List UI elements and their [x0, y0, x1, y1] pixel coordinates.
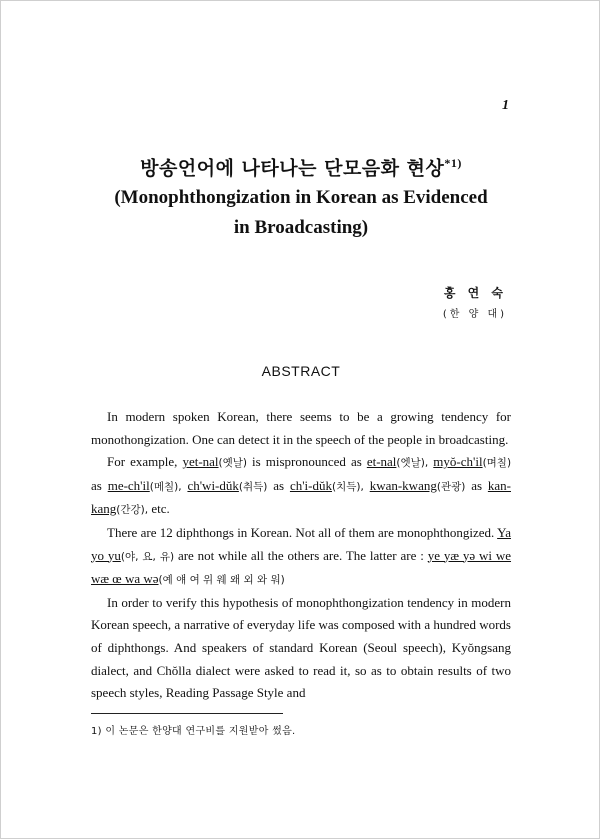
- example-word: ch'i-dŭk: [289, 477, 332, 493]
- example-korean: (취득): [238, 480, 268, 493]
- example-korean: (간강),: [116, 504, 149, 517]
- example-word: kan-kang: [91, 477, 511, 517]
- example-korean: (며칠): [482, 457, 512, 470]
- title-block: [61, 149, 541, 242]
- author-block: [443, 284, 507, 323]
- example-korean: (치득),: [332, 480, 364, 493]
- abstract-paragraph-3: [91, 522, 511, 592]
- diphthong-sentence: There are 12 diphthongs in Korean. Not all of them are monophthongized.: [107, 524, 495, 540]
- diphthong-sentence-continued: are not while all the others are. The latter are :: [174, 547, 428, 563]
- title-korean: [61, 149, 541, 182]
- author-affiliation: (한 양 대): [442, 309, 507, 320]
- example-word: kwan-kwang: [369, 477, 437, 493]
- abstract-paragraph-2: [91, 451, 511, 522]
- footnote-rule: [91, 713, 283, 714]
- example-tail: etc.: [148, 501, 170, 517]
- diphthong-list-unchanged-korean: (야, 요, 유): [120, 550, 175, 563]
- example-connector: as: [91, 477, 108, 493]
- abstract-heading: ABSTRACT: [261, 363, 341, 379]
- example-word: et-nal: [366, 454, 397, 470]
- footnote: 1) 이 논문은 한양대 연구비를 지원받아 썼음.: [91, 726, 296, 737]
- example-connector: is mispronounced as: [247, 454, 367, 470]
- example-korean: (메칠),: [149, 480, 182, 493]
- diphthong-list-monophthongized: ye yæ yə wi we wæ œ wa wə: [91, 547, 512, 587]
- example-korean: (옛날): [218, 457, 248, 470]
- example-korean: (엣날),: [396, 457, 429, 470]
- example-connector: as: [267, 477, 290, 493]
- author-name: 홍 연 숙: [443, 286, 507, 300]
- example-word: ch'wi-dŭk: [187, 477, 239, 493]
- diphthong-list-monophthongized-korean: (예 얘 여 위 웨 왜 외 와 워): [158, 574, 285, 587]
- example-word: myŏ-ch'il: [433, 454, 483, 470]
- example-korean: (관광): [436, 480, 466, 493]
- page-number: 1: [502, 98, 509, 113]
- abstract-body: [91, 406, 511, 705]
- abstract-paragraph-4: In order to verify this hypothesis of monophthongization tendency in modern Korean speech, a narrative of everyday life was composed with a hundred words of diphthongs. And speakers of standard Korean (Seoul speech), Kyŏngsang dialect, and Chŏlla dialect were asked to read it, so as to obtain results of two speech styles, Reading Passage Style and: [91, 594, 511, 701]
- abstract-paragraph-1: In modern spoken Korean, there seems to be a growing tendency for monothongization. One can detect it in the speech of the people in broadcasting.: [91, 409, 511, 447]
- title-footnote-mark: *1): [444, 156, 462, 170]
- title-korean-text: 방송언어에 나타나는 단모음화 현상: [140, 157, 445, 180]
- example-connector: as: [465, 477, 488, 493]
- example-lead: For example,: [107, 454, 178, 470]
- title-english-line-1: (Monophthongization in Korean as Evidenced: [114, 187, 488, 209]
- diphthong-list-unchanged: Ya yo yu: [91, 524, 511, 563]
- example-word: yet-nal: [182, 454, 219, 470]
- example-word: me-ch'il: [107, 477, 150, 493]
- title-english-line-2: in Broadcasting): [233, 217, 369, 239]
